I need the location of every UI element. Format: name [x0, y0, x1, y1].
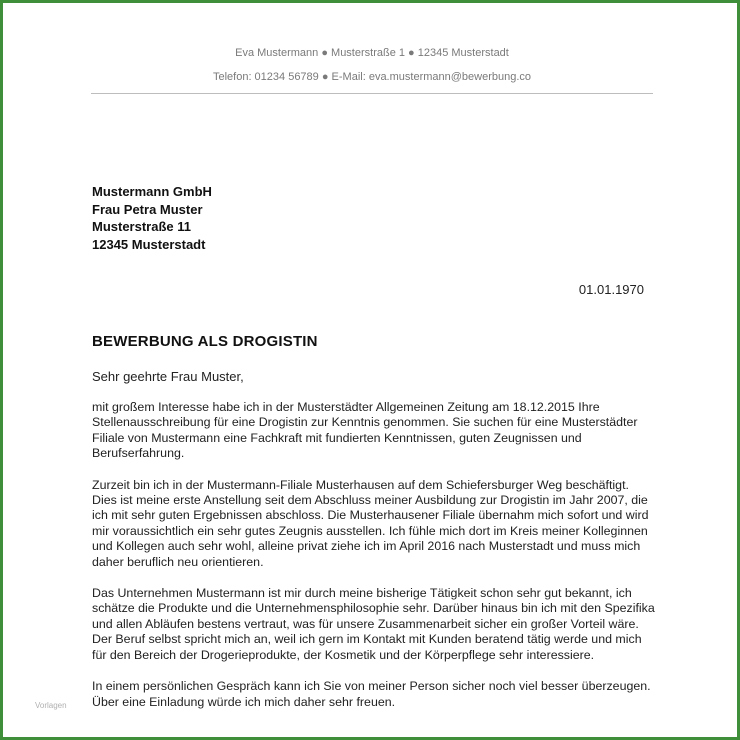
salutation: Sehr geehrte Frau Muster, [92, 369, 244, 384]
recipient-company: Mustermann GmbH [92, 184, 212, 199]
body-paragraph: Zurzeit bin ich in der Mustermann-Filiale Musterhausen auf dem Schiefersburger Weg beschäftigt. Dies ist meine erste Anstellung seit dem Abschluss meiner Ausbildung zur Drogistin im Jahr 2007, die ich mit sehr guten Ergebnissen abschloss. Die Musterhausener Filiale übernahm mich sofort und wird mir voraussichtlich ein sehr gutes Zeugnis ausstellen. Ich fühle mich dort im Kreis meiner Kolleginnen und Kollegen auch sehr wohl, alleine privat ziehe ich im April 2016 nach Musterstadt und muss mich daher beruflich neu orientieren. [92, 477, 649, 569]
recipient-city: 12345 Musterstadt [92, 236, 206, 252]
body-paragraph: mit großem Interesse habe ich in der Musterstädter Allgemeinen Zeitung am 18.12.2015 Ihre Stellenausschreibung für eine Drogistin zur Kenntnis genommen. Sie suchen für eine Musterstädter Filiale von Mustermann eine Fachkraft mit fundierten Kenntnissen, guten Zeugnissen und Berufserfahrung. [92, 400, 638, 461]
letter-subject: BEWERBUNG ALS DROGISTIN [92, 333, 318, 350]
sender-contact-line: Telefon: 01234 56789 ● E-Mail: eva.mustermann@bewerbung.co [212, 71, 532, 83]
letter-body [92, 400, 656, 726]
watermark-text: Vorlagen [35, 701, 67, 710]
sender-address-line: Eva Mustermann ● Musterstraße 1 ● 12345 Musterstadt [235, 47, 509, 59]
letter-date: 01.01.1970 [578, 282, 644, 297]
body-paragraph: In einem persönlichen Gespräch kann ich Sie von meiner Person sicher noch viel besser überzeugen. Über eine Einladung würde ich mich daher sehr freuen. [92, 679, 651, 709]
recipient-contact: Frau Petra Muster [92, 201, 203, 217]
body-paragraph: Das Unternehmen Mustermann ist mir durch meine bisherige Tätigkeit schon sehr gut bekannt, ich schätze die Produkte und die Unternehmensphilosophie sehr. Darüber hinaus bin ich mit den Spezifika und allen Abläufen bestens vertraut, was für unsere Zusammenarbeit sicher ein großer Vorteil wäre. Der Beruf selbst spricht mich an, weil ich gern im Kontakt mit Kunden beratend tätig werde und mich für den Bereich der Drogerieprodukte, der Kosmetik und der Körperpflege sehr interessiere. [92, 586, 655, 662]
recipient-street: Musterstraße 11 [92, 219, 191, 234]
header-divider [91, 93, 653, 94]
recipient-address [92, 183, 212, 253]
